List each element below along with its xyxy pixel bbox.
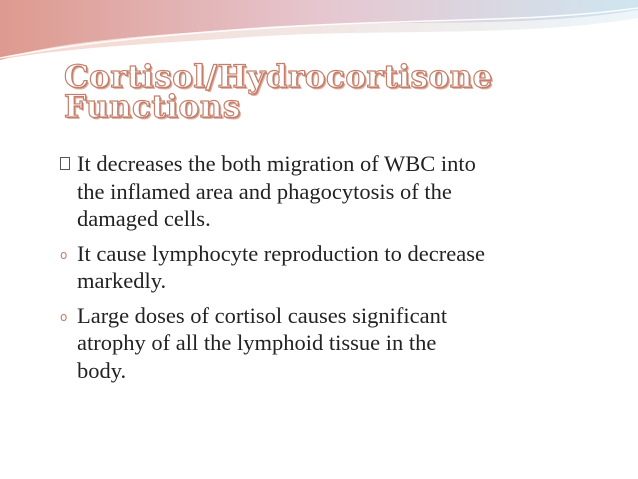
circle-bullet-icon: o: [60, 309, 68, 324]
bullet-1-line-3: damaged cells.: [77, 206, 211, 231]
bullet-3-line-1: Large doses of cortisol causes significant: [77, 302, 448, 328]
header-wave-decoration: [0, 0, 638, 60]
bullet-2-line-1: It cause lymphocyte reproduction to decrease: [77, 240, 485, 266]
bullet-list: [60, 150, 600, 391]
bullet-3-line-2: atrophy of all the lymphoid tissue in the: [77, 330, 437, 355]
bullet-1-line-2: the inflamed area and phagocytosis of the: [77, 178, 452, 204]
bullet-2-line-2: markedly.: [77, 268, 167, 293]
bullet-item-2: [60, 240, 600, 295]
title-line-2: Functions: [64, 89, 241, 125]
title-line-1: Cortisol/Hydrocortisone: [64, 59, 493, 95]
bullet-1-line-1: It decreases the both migration of WBC into: [77, 151, 476, 176]
bullet-item-1: [60, 150, 600, 233]
bullet-item-3: [60, 302, 600, 385]
circle-bullet-icon: o: [60, 247, 68, 262]
box-icon: [60, 157, 70, 170]
slide-title: [64, 59, 604, 125]
bullet-3-line-3: body.: [77, 357, 127, 383]
